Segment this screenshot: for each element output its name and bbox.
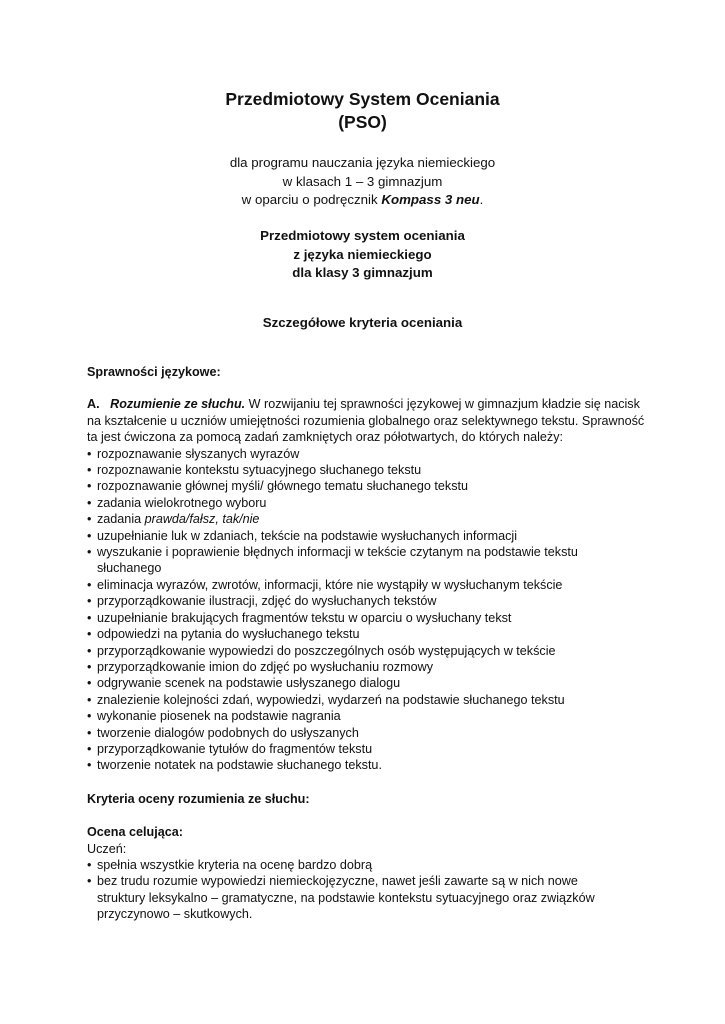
program-subtitle <box>0 154 725 210</box>
list-item: • rozpoznawanie głównej myśli/ głównego tematu słuchanego tekstu <box>87 479 469 494</box>
listening-tasks-list <box>87 446 647 774</box>
list-item: • rozpoznawanie słyszanych wyrazów <box>87 446 300 461</box>
list-item: • wykonanie piosenek na podstawie nagrania <box>87 709 341 724</box>
document-body <box>87 364 647 923</box>
list-item: • uzupełnianie brakujących fragmentów tekstu w oparciu o wysłuchany tekst <box>87 610 512 625</box>
criteria-title: Szczegółowe kryteria oceniania <box>262 315 463 330</box>
system-line-3: dla klasy 3 gimnazjum <box>292 265 433 280</box>
criteria-heading: Kryteria oceny rozumienia ze słuchu: <box>87 791 310 806</box>
section-a-title: Rozumienie ze słuchu. <box>110 397 246 412</box>
grade-heading: Ocena celująca: <box>87 825 183 840</box>
list-item: • uzupełnianie luk w zdaniach, tekście na podstawie wysłuchanych informacji <box>87 528 518 543</box>
subtitle-line-3-post: . <box>479 192 484 207</box>
system-line-1: Przedmiotowy system oceniania <box>260 228 465 243</box>
list-item: • wyszukanie i poprawienie błędnych informacji w tekście czytanym na podstawie tekstu słuchanego <box>87 545 578 576</box>
list-item: • spełnia wszystkie kryteria na ocenę bardzo dobrą <box>87 857 373 872</box>
title-line-1: Przedmiotowy System Oceniania <box>225 89 500 109</box>
list-item: • tworzenie dialogów podobnych do usłyszanych <box>87 725 359 740</box>
list-item: • eliminacja wyrazów, zwrotów, informacji, które nie wystąpiły w wysłuchanym tekście <box>87 577 563 592</box>
title-line-2: (PSO) <box>338 112 387 132</box>
list-item: • odpowiedzi na pytania do wysłuchanego tekstu <box>87 627 360 642</box>
grade-criteria-list <box>87 857 647 923</box>
subtitle-line-3 <box>0 191 725 210</box>
student-label: Uczeń: <box>87 841 127 856</box>
list-item: • przyporządkowanie ilustracji, zdjęć do wysłuchanych tekstów <box>87 594 437 609</box>
list-item: • przyporządkowanie imion do zdjęć po wysłuchaniu rozmowy <box>87 659 433 674</box>
list-item: • przyporządkowanie tytułów do fragmentów tekstu <box>87 741 373 756</box>
list-item: • bez trudu rozumie wypowiedzi niemieckojęzyczne, nawet jeśli zawarte są w nich nowe struktury leksykalno – gramatyczne, na podstawie kontekstu sytuacyjnego oraz związków przyczynowo – skutkowych. <box>87 874 595 922</box>
list-item: • rozpoznawanie kontekstu sytuacyjnego słuchanego tekstu <box>87 463 422 478</box>
section-a-intro <box>87 396 647 445</box>
list-item: • przyporządkowanie wypowiedzi do poszczególnych osób występujących w tekście <box>87 643 556 658</box>
list-item: • odgrywanie scenek na podstawie usłyszanego dialogu <box>87 676 401 691</box>
list-item: • tworzenie notatek na podstawie słuchanego tekstu. <box>87 758 382 773</box>
section-a-letter: A. <box>87 397 100 412</box>
list-item: • znalezienie kolejności zdań, wypowiedzi, wydarzeń na podstawie słuchanego tekstu <box>87 692 565 707</box>
subtitle-line-2: w klasach 1 – 3 gimnazjum <box>282 173 443 189</box>
document-title <box>0 88 725 134</box>
subtitle-line-3-pre: w oparciu o podręcznik <box>241 192 382 207</box>
textbook-name: Kompass 3 neu <box>381 192 480 207</box>
list-item: • zadania wielokrotnego wyboru <box>87 495 267 510</box>
skills-heading: Sprawności językowe: <box>87 365 221 379</box>
section-a-intro-text: W rozwijaniu tej sprawności językowej w gimnazjum kładzie się nacisk na kształcenie u uczniów umiejętności rozumienia globalnego oraz selektywnego tekstu. Sprawność ta jest ćwiczona za pomocą zadań zamkniętych oraz półotwartych, do których należy: <box>87 397 645 445</box>
list-item: • zadania prawda/fałsz, tak/nie <box>87 512 260 527</box>
system-heading <box>0 227 725 283</box>
system-line-2: z języka niemieckiego <box>293 246 432 262</box>
subtitle-line-1: dla programu nauczania języka niemieckiego <box>229 155 496 170</box>
